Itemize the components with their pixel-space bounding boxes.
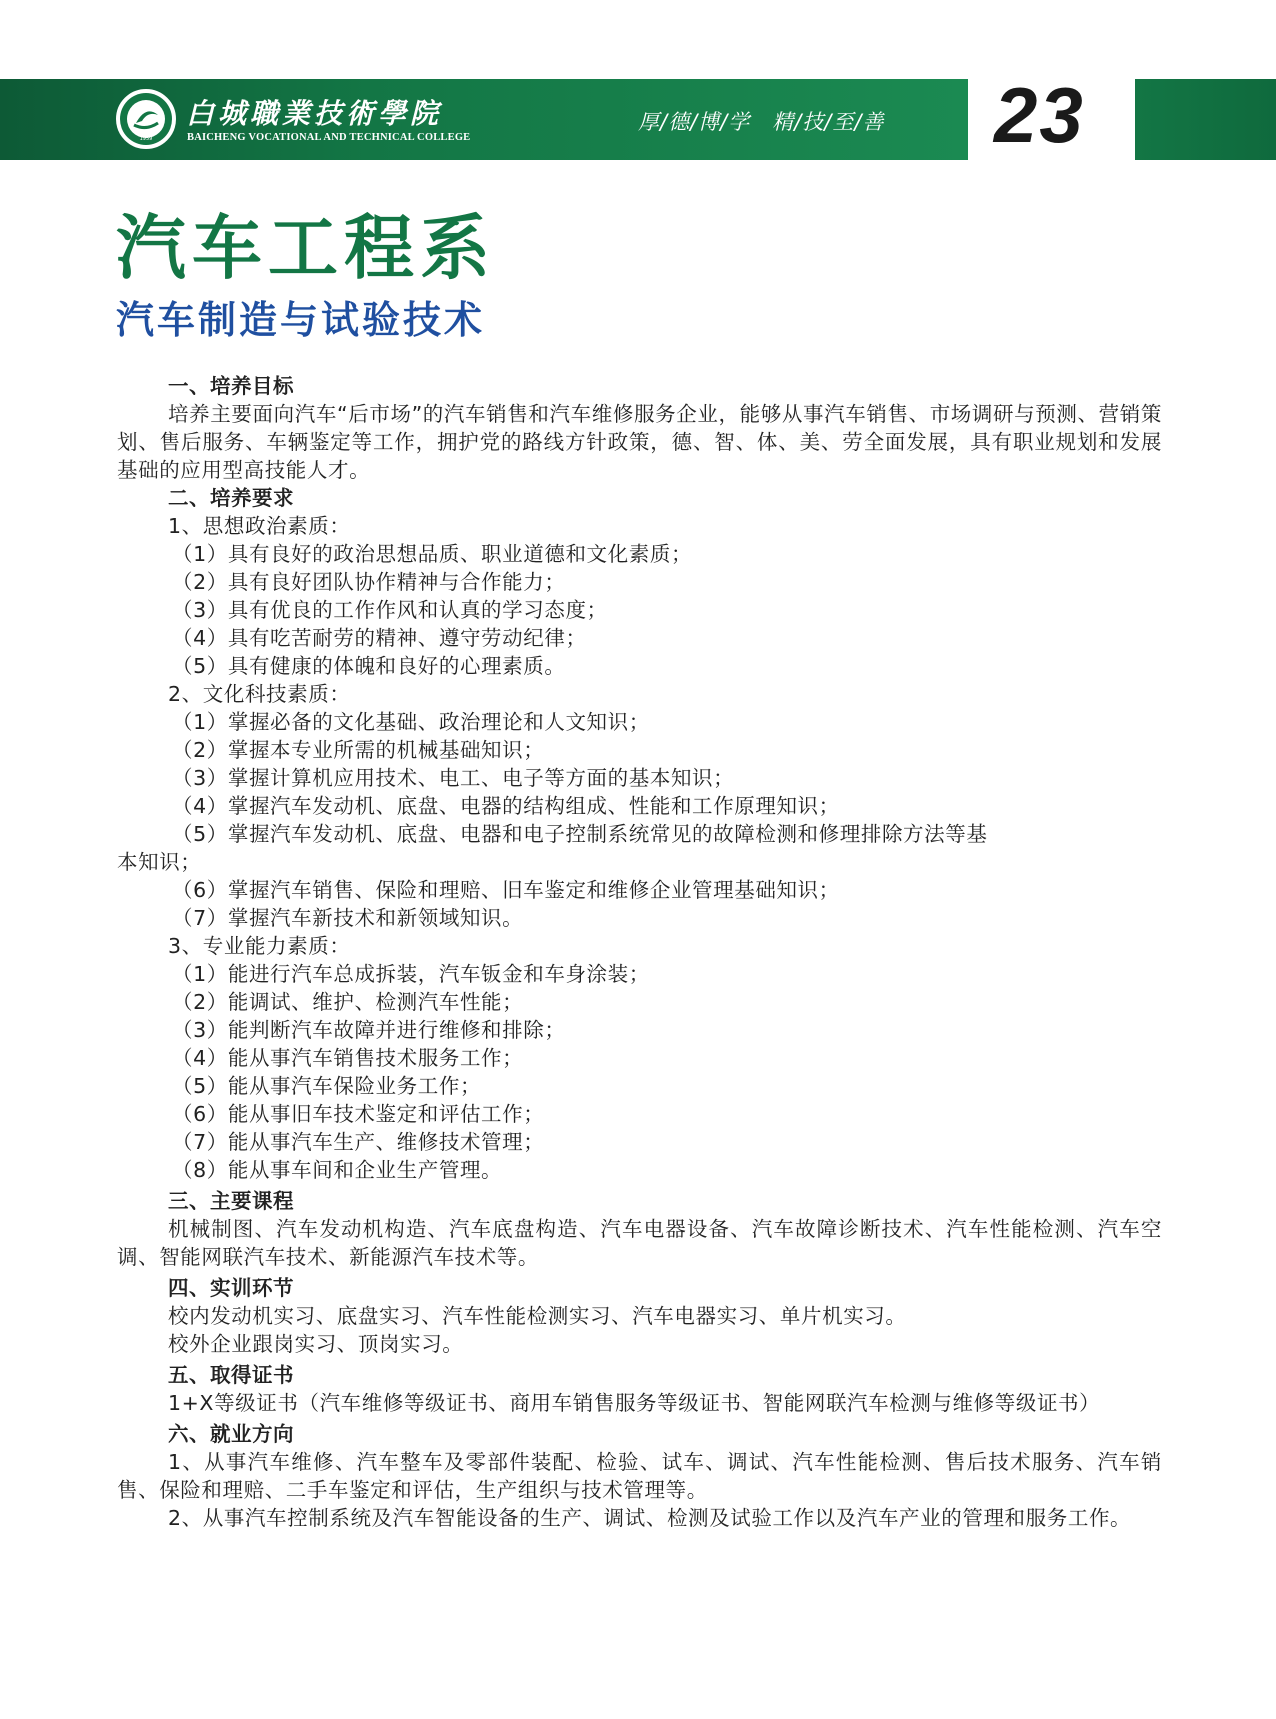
goal-paragraph: 培养主要面向汽车“后市场”的汽车销售和汽车维修服务企业，能够从事汽车销售、市场调研与预测、营销策划、售后服务、车辆鉴定等工作，拥护党的路线方针政策，德、智、体、美、劳全面发展，具有职业规划和发展基础的应用型高技能人才。 [117,402,1162,482]
requirement-item: （6）能从事旧车技术鉴定和评估工作； [172,1102,545,1126]
logo-year: 1959 [139,136,153,142]
requirement-item: （6）掌握汽车销售、保险和理赔、旧车鉴定和维修企业管理基础知识； [172,878,840,902]
requirement-item: （1）具有良好的政治思想品质、职业道德和文化素质； [172,542,693,566]
section-heading-goal: 一、培养目标 [168,374,294,398]
requirement-item: （5）掌握汽车发动机、底盘、电器和电子控制系统常见的故障检测和修理排除方法等基 [172,822,988,846]
requirement-item: （8）能从事车间和企业生产管理。 [172,1158,503,1182]
requirement-item: （2）能调试、维护、检测汽车性能； [172,990,524,1014]
college-name-en: BAICHENG VOCATIONAL AND TECHNICAL COLLEGE [187,132,471,143]
requirement-item: （5）能从事汽车保险业务工作； [172,1074,482,1098]
department-title: 汽车工程系 [116,207,496,289]
requirement-item: （5）具有健康的体魄和良好的心理素质。 [172,654,566,678]
section-heading-employment: 六、就业方向 [168,1422,294,1446]
requirement-item: （7）能从事汽车生产、维修技术管理； [172,1130,545,1154]
document-body [117,372,1162,1532]
requirement-item: （4）具有吃苦耐劳的精神、遵守劳动纪律； [172,626,587,650]
section-heading-courses: 三、主要课程 [168,1189,294,1213]
page-number: 23 [994,71,1085,159]
section-heading-training: 四、实训环节 [168,1276,294,1300]
courses-paragraph: 机械制图、汽车发动机构造、汽车底盘构造、汽车电器设备、汽车故障诊断技术、汽车性能检测、汽车空调、智能网联汽车技术、新能源汽车技术等。 [117,1217,1162,1269]
section-heading-certificates: 五、取得证书 [168,1363,294,1387]
requirement-item: （3）具有优良的工作作风和认真的学习态度； [172,598,608,622]
college-name-cn: 白城職業技術學院 [186,97,443,130]
training-line: 校外企业跟岗实习、顶岗实习。 [168,1332,464,1356]
requirement-item: （1）掌握必备的文化基础、政治理论和人文知识； [172,710,650,734]
header-bar-right [1135,79,1276,160]
requirement-item: （4）掌握汽车发动机、底盘、电器的结构组成、性能和工作原理知识； [172,794,840,818]
section-heading-requirements: 二、培养要求 [168,486,294,510]
certificates-paragraph: 1+X等级证书（汽车维修等级证书、商用车销售服务等级证书、智能网联汽车检测与维修等级证书） [168,1391,1101,1415]
requirement-item: （3）掌握计算机应用技术、电工、电子等方面的基本知识； [172,766,735,790]
training-line: 校内发动机实习、底盘实习、汽车性能检测实习、汽车电器实习、单片机实习。 [168,1304,907,1328]
requirement-item: （2）掌握本专业所需的机械基础知识； [172,738,545,762]
requirement-item: （4）能从事汽车销售技术服务工作； [172,1046,524,1070]
major-title: 汽车制造与试验技术 [116,298,486,342]
employment-paragraph: 2、从事汽车控制系统及汽车智能设备的生产、调试、检测及试验工作以及汽车产业的管理和服务工作。 [168,1506,1132,1530]
requirement-item-continuation: 本知识； [117,850,202,874]
requirement-group-title: 2、文化科技素质： [168,682,351,706]
employment-paragraph: 1、从事汽车维修、汽车整车及零部件装配、检验、试车、调试、汽车性能检测、售后技术服务、汽车销售、保险和理赔、二手车鉴定和评估，生产组织与技术管理等。 [117,1450,1162,1502]
requirement-item: （3）能判断汽车故障并进行维修和排除； [172,1018,566,1042]
requirement-group-title: 1、思想政治素质： [168,514,351,538]
requirement-item: （7）掌握汽车新技术和新领域知识。 [172,906,524,930]
requirement-group-title: 3、专业能力素质： [168,934,351,958]
requirement-item: （1）能进行汽车总成拆装，汽车钣金和车身涂装； [172,962,650,986]
requirement-item: （2）具有良好团队协作精神与合作能力； [172,570,566,594]
college-logo-icon [116,89,176,149]
college-motto: 厚/德/博/学 精/技/至/善 [638,110,885,134]
